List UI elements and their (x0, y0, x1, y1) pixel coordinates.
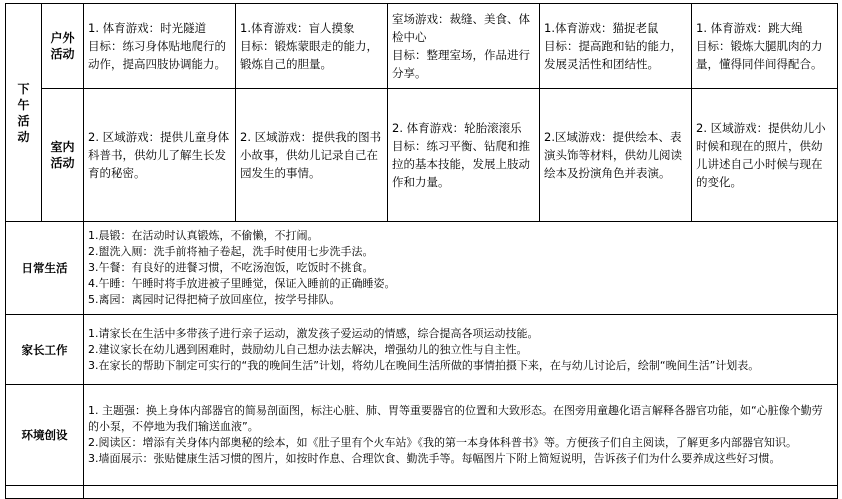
afternoon-indoor-row (6, 89, 838, 222)
parent-work-item: 2.建议家长在幼儿遇到困难时，鼓励幼儿自己想办法去解决，增强幼儿的独立性与自主性。 (88, 342, 528, 356)
daily-life-content (84, 222, 838, 315)
outdoor-day1-title: 1. 体育游戏：时光隧道 (88, 21, 207, 35)
daily-life-label: 日常生活 (6, 222, 84, 315)
daily-life-item: 5.离园：离园时记得把椅子放回座位，按学号排队。 (88, 293, 341, 306)
empty-cell (84, 486, 838, 499)
indoor-cell-day2 (236, 89, 388, 222)
indoor-cell-day5 (692, 89, 838, 222)
outdoor-day2-title: 1.体育游戏：盲人摸象 (240, 21, 355, 35)
outdoor-label-text: 户外 活动 (50, 31, 75, 61)
parent-work-content (84, 315, 838, 385)
daily-life-item: 2.盥洗入厕：洗手前将袖子卷起，洗手时使用七步洗手法。 (88, 245, 374, 258)
empty-cell (6, 486, 84, 499)
outdoor-day4-title: 1.体育游戏：猫捉老鼠 (544, 21, 659, 35)
indoor-day2-text: 2. 区域游戏：提供我的图书小故事，供幼儿记录自己在园发生的事情。 (240, 130, 382, 180)
outdoor-cell-day3 (388, 4, 540, 89)
environment-item: 1. 主题强：换上身体内部器官的简易剖面图，标注心脏、肺、胃等重要器官的位置和大致形态。在图旁用童趣化语言解释各器官功能，如“心脏像个勤劳的小泵，不停地为我们输送血液”。 (88, 404, 823, 433)
parent-work-item: 3.在家长的帮助下制定可实行的“我的晚间生活”计划，将幼儿在晚间生活所做的事情拍摄下来，在与幼儿讨论后，绘制“晚间生活”计划表。 (88, 358, 760, 372)
daily-life-row (6, 222, 838, 315)
environment-item: 3.墙面展示：张贴健康生活习惯的图片，如按时作息、合理饮食、勤洗手等。每幅图片下附上简短说明，告诉孩子们为什么要养成这些好习惯。 (88, 452, 781, 465)
afternoon-label (6, 4, 42, 222)
outdoor-cell-day1 (84, 4, 236, 89)
indoor-day5-text: 2. 区域游戏：提供幼儿小时候和现在的照片，供幼儿讲述自己小时候与现在的变化。 (696, 121, 826, 189)
outdoor-day4-goal: 目标：提高跑和钻的能力，发展灵活性和团结性。 (544, 39, 682, 71)
environment-row (6, 385, 838, 486)
indoor-label (42, 89, 84, 222)
indoor-label-text: 室内 活动 (50, 140, 75, 170)
parent-work-item: 1.请家长在生活中多带孩子进行亲子运动，激发孩子爱运动的情感，综合提高各项运动技能。 (88, 326, 539, 340)
parent-work-label: 家长工作 (6, 315, 84, 385)
environment-content (84, 385, 838, 486)
table-bottom-row (6, 486, 838, 499)
afternoon-label-text: 下 午 活 动 (17, 81, 30, 144)
environment-item: 2.阅读区：增添有关身体内部奥秘的绘本，如《肚子里有个火车站》《我的第一本身体科普书》等。方便孩子们自主阅读，了解更多内部器官知识。 (88, 436, 797, 449)
parent-work-row (6, 315, 838, 385)
outdoor-label (42, 4, 84, 89)
indoor-cell-day1 (84, 89, 236, 222)
outdoor-cell-day2 (236, 4, 388, 89)
indoor-day4-text: 2.区域游戏：提供绘本、表演头饰等材料，供幼儿阅读绘本及扮演角色并表演。 (544, 130, 682, 180)
outdoor-day3-title: 室场游戏：裁缝、美食、体检中心 (392, 12, 530, 44)
outdoor-day5-goal: 目标：锻炼大腿肌肉的力量，懂得同伴间得配合。 (696, 39, 823, 71)
indoor-cell-day3 (388, 89, 540, 222)
daily-life-item: 3.午餐：有良好的进餐习惯，不吃汤泡饭，吃饭时不挑食。 (88, 261, 374, 274)
weekly-plan-table (5, 3, 838, 499)
outdoor-cell-day5 (692, 4, 838, 89)
outdoor-day2-goal: 目标：锻炼蒙眼走的能力，锻炼自己的胆量。 (240, 39, 378, 71)
outdoor-day1-goal: 目标：练习身体贴地爬行的动作，提高四肢协调能力。 (88, 39, 226, 71)
indoor-day1-text: 2. 区域游戏：提供儿童身体科普书，供幼儿了解生长发育的秘密。 (88, 130, 230, 180)
indoor-day3-title: 2. 体育游戏：轮胎滚滚乐 (392, 121, 522, 135)
outdoor-day5-title: 1. 体育游戏：跳大绳 (696, 21, 803, 35)
indoor-day3-goal: 目标：练习平衡、钻爬和推拉的基本技能，发展上肢动作和力量。 (392, 139, 530, 189)
outdoor-day3-goal: 目标：整理室场，作品进行分享。 (392, 48, 530, 80)
indoor-cell-day4 (540, 89, 692, 222)
outdoor-cell-day4 (540, 4, 692, 89)
daily-life-item: 1.晨锻：在活动时认真锻炼，不偷懒，不打闹。 (88, 229, 319, 242)
environment-label: 环境创设 (6, 385, 84, 486)
afternoon-outdoor-row (6, 4, 838, 89)
daily-life-item: 4.午睡：午睡时将手放进被子里睡觉，保证入睡前的正确睡姿。 (88, 277, 396, 290)
